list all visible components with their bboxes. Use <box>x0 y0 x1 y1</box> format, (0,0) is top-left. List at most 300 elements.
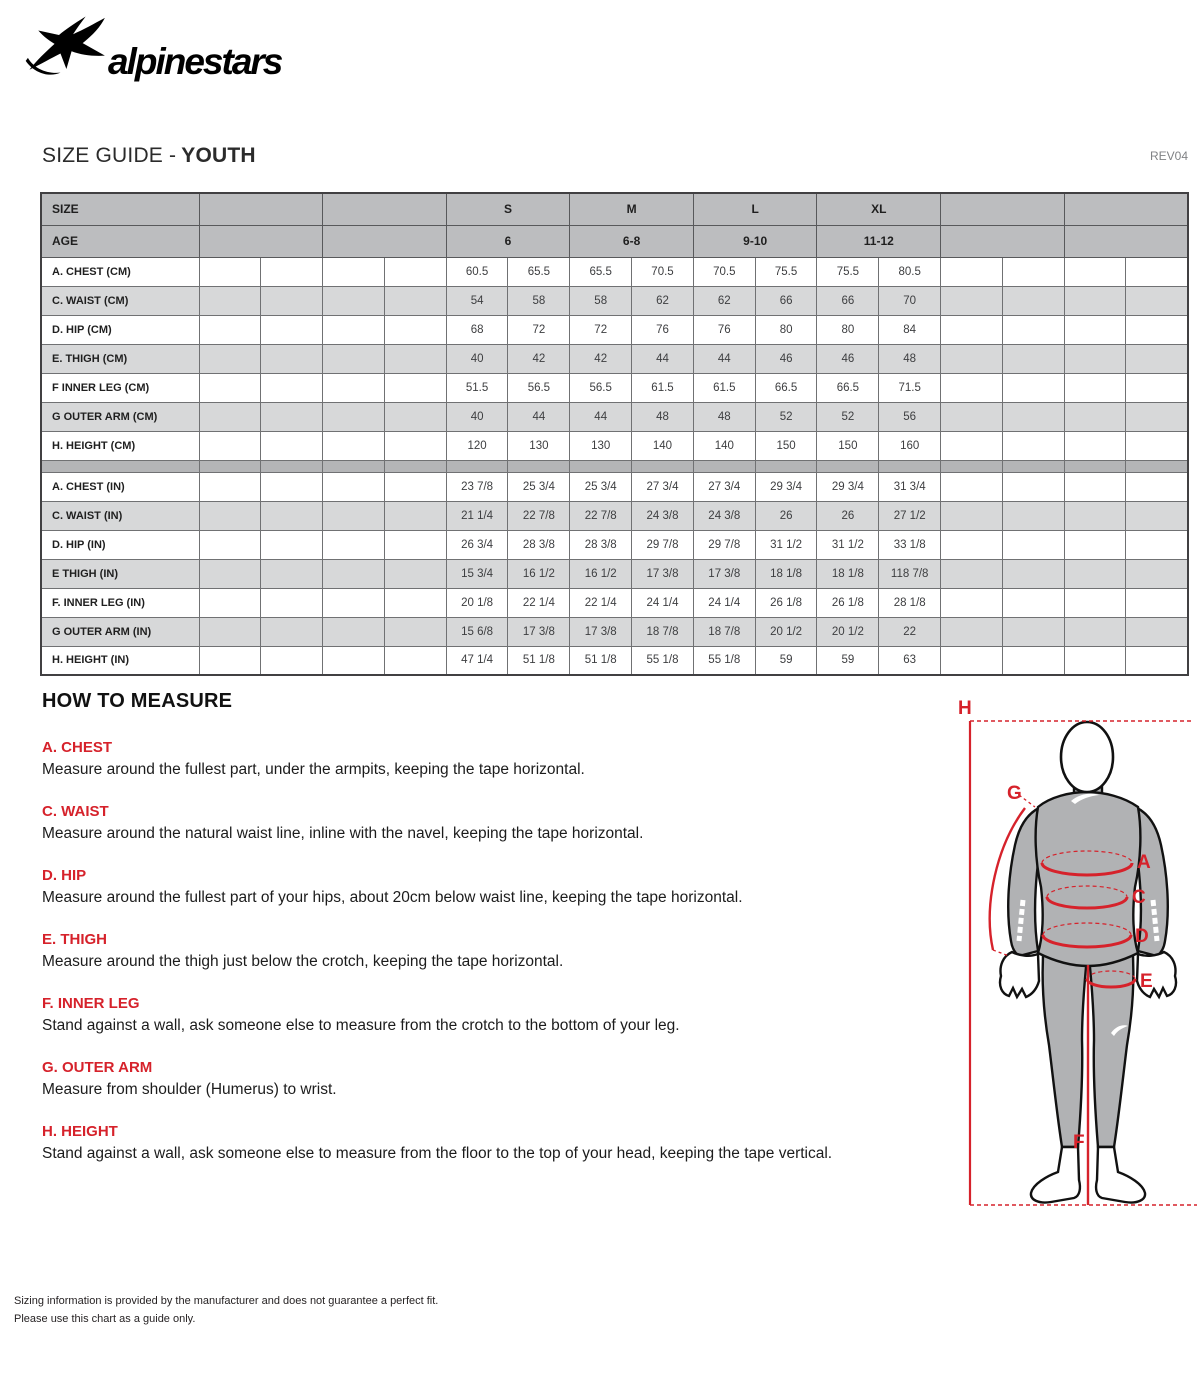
empty-cell <box>323 501 385 530</box>
value-cell: 51.5 <box>446 373 508 402</box>
empty-cell <box>384 257 446 286</box>
empty-cell <box>1126 472 1188 501</box>
how-to-measure-heading: HOW TO MEASURE <box>42 690 233 712</box>
empty-cell <box>941 646 1003 675</box>
value-cell: 18 1/8 <box>755 559 817 588</box>
empty-cell <box>323 373 385 402</box>
empty-cell <box>1064 617 1126 646</box>
value-cell: 27 1/2 <box>879 501 941 530</box>
empty-cell <box>384 501 446 530</box>
title-prefix: SIZE GUIDE - <box>42 144 177 167</box>
value-cell: 80.5 <box>879 257 941 286</box>
value-cell: 17 3/8 <box>693 559 755 588</box>
empty-cell <box>199 286 261 315</box>
empty-cell <box>941 588 1003 617</box>
empty-cell <box>1064 257 1126 286</box>
empty-cell <box>323 559 385 588</box>
empty-cell <box>941 257 1003 286</box>
empty-cell <box>1126 530 1188 559</box>
value-cell: 75.5 <box>817 257 879 286</box>
empty-cell <box>384 559 446 588</box>
empty-cell <box>384 472 446 501</box>
empty-cell <box>1126 588 1188 617</box>
table-row <box>41 530 1188 559</box>
value-cell: 17 3/8 <box>632 559 694 588</box>
value-cell: 29 7/8 <box>632 530 694 559</box>
measure-item-title: G. OUTER ARM <box>42 1059 153 1076</box>
value-cell: 44 <box>693 344 755 373</box>
empty-cell <box>941 472 1003 501</box>
value-cell: 26 <box>755 501 817 530</box>
row-label: C. WAIST (IN) <box>41 501 199 530</box>
empty-cell <box>384 344 446 373</box>
value-cell: 48 <box>632 402 694 431</box>
separator-cell <box>1064 460 1126 472</box>
value-cell: 48 <box>879 344 941 373</box>
empty-cell <box>199 559 261 588</box>
empty-cell <box>1002 431 1064 460</box>
value-cell: 26 1/8 <box>817 588 879 617</box>
empty-cell <box>1064 286 1126 315</box>
value-cell: 66.5 <box>755 373 817 402</box>
value-cell: 25 3/4 <box>508 472 570 501</box>
separator-cell <box>570 460 632 472</box>
size-group-cell <box>1064 193 1188 225</box>
empty-cell <box>323 286 385 315</box>
empty-cell <box>384 373 446 402</box>
value-cell: 61.5 <box>632 373 694 402</box>
table-row <box>41 559 1188 588</box>
value-cell: 28 3/8 <box>570 530 632 559</box>
empty-cell <box>261 315 323 344</box>
empty-cell <box>323 530 385 559</box>
body-diagram <box>935 695 1200 1295</box>
size-group-cell: S <box>446 193 570 225</box>
empty-cell <box>941 530 1003 559</box>
page-title <box>42 144 256 167</box>
row-label: H. HEIGHT (CM) <box>41 431 199 460</box>
empty-cell <box>261 344 323 373</box>
value-cell: 51 1/8 <box>508 646 570 675</box>
empty-cell <box>323 431 385 460</box>
row-label: F INNER LEG (CM) <box>41 373 199 402</box>
size-group-cell <box>941 193 1065 225</box>
value-cell: 66.5 <box>817 373 879 402</box>
separator-cell <box>632 460 694 472</box>
value-cell: 75.5 <box>755 257 817 286</box>
row-label: C. WAIST (CM) <box>41 286 199 315</box>
size-group-cell: 6-8 <box>570 225 694 257</box>
empty-cell <box>941 402 1003 431</box>
value-cell: 66 <box>755 286 817 315</box>
empty-cell <box>1002 501 1064 530</box>
empty-cell <box>1002 344 1064 373</box>
empty-cell <box>1126 286 1188 315</box>
row-label: SIZE <box>41 193 199 225</box>
value-cell: 68 <box>446 315 508 344</box>
separator-cell <box>1126 460 1188 472</box>
row-label: D. HIP (IN) <box>41 530 199 559</box>
empty-cell <box>199 472 261 501</box>
value-cell: 44 <box>570 402 632 431</box>
measurement-label-g: G <box>1007 783 1022 804</box>
empty-cell <box>941 559 1003 588</box>
value-cell: 72 <box>508 315 570 344</box>
empty-cell <box>1126 501 1188 530</box>
logo-wordmark: alpinestars <box>108 41 282 82</box>
value-cell: 24 1/4 <box>632 588 694 617</box>
separator-cell <box>693 460 755 472</box>
measurement-label-d: D <box>1135 926 1149 947</box>
size-group-cell: L <box>693 193 817 225</box>
value-cell: 80 <box>755 315 817 344</box>
measure-item-title: H. HEIGHT <box>42 1123 118 1140</box>
table-row <box>41 402 1188 431</box>
separator-cell <box>199 460 261 472</box>
empty-cell <box>1002 588 1064 617</box>
empty-cell <box>1126 646 1188 675</box>
empty-cell <box>323 402 385 431</box>
empty-cell <box>1126 402 1188 431</box>
value-cell: 27 3/4 <box>632 472 694 501</box>
value-cell: 26 3/4 <box>446 530 508 559</box>
row-label: A. CHEST (CM) <box>41 257 199 286</box>
empty-cell <box>941 617 1003 646</box>
empty-cell <box>199 315 261 344</box>
value-cell: 44 <box>508 402 570 431</box>
empty-cell <box>941 501 1003 530</box>
separator-cell <box>261 460 323 472</box>
empty-cell <box>384 315 446 344</box>
value-cell: 42 <box>508 344 570 373</box>
value-cell: 23 7/8 <box>446 472 508 501</box>
footer-note <box>14 1292 438 1328</box>
empty-cell <box>1002 646 1064 675</box>
empty-cell <box>941 344 1003 373</box>
value-cell: 21 1/4 <box>446 501 508 530</box>
value-cell: 59 <box>817 646 879 675</box>
empty-cell <box>1002 286 1064 315</box>
measure-item-description: Measure around the fullest part of your hips, about 20cm below waist line, keeping the tape horizontal. <box>42 889 743 906</box>
value-cell: 48 <box>693 402 755 431</box>
value-cell: 22 7/8 <box>508 501 570 530</box>
measure-item-title: E. THIGH <box>42 931 108 948</box>
value-cell: 16 1/2 <box>508 559 570 588</box>
value-cell: 22 1/4 <box>508 588 570 617</box>
empty-cell <box>1064 501 1126 530</box>
table-row <box>41 431 1188 460</box>
row-label: A. CHEST (IN) <box>41 472 199 501</box>
value-cell: 70 <box>879 286 941 315</box>
empty-cell <box>384 588 446 617</box>
value-cell: 20 1/8 <box>446 588 508 617</box>
measure-item <box>42 931 942 971</box>
value-cell: 66 <box>817 286 879 315</box>
empty-cell <box>384 646 446 675</box>
title-row <box>42 144 1188 168</box>
empty-cell <box>1002 257 1064 286</box>
value-cell: 29 3/4 <box>817 472 879 501</box>
value-cell: 52 <box>755 402 817 431</box>
value-cell: 52 <box>817 402 879 431</box>
empty-cell <box>323 315 385 344</box>
value-cell: 47 1/4 <box>446 646 508 675</box>
row-label: G OUTER ARM (CM) <box>41 402 199 431</box>
empty-cell <box>1064 472 1126 501</box>
table-row <box>41 617 1188 646</box>
row-label: D. HIP (CM) <box>41 315 199 344</box>
value-cell: 42 <box>570 344 632 373</box>
empty-cell <box>1064 344 1126 373</box>
empty-cell <box>1064 530 1126 559</box>
empty-cell <box>1064 646 1126 675</box>
measure-item <box>42 739 942 779</box>
row-label: E THIGH (IN) <box>41 559 199 588</box>
value-cell: 70.5 <box>693 257 755 286</box>
value-cell: 76 <box>693 315 755 344</box>
value-cell: 62 <box>693 286 755 315</box>
value-cell: 40 <box>446 402 508 431</box>
age-header-row <box>41 225 1188 257</box>
value-cell: 60.5 <box>446 257 508 286</box>
empty-cell <box>1126 315 1188 344</box>
empty-cell <box>384 402 446 431</box>
measure-item-description: Measure around the thigh just below the crotch, keeping the tape horizontal. <box>42 953 564 970</box>
size-group-cell: XL <box>817 193 941 225</box>
value-cell: 62 <box>632 286 694 315</box>
empty-cell <box>199 402 261 431</box>
measure-item <box>42 867 942 907</box>
value-cell: 24 3/8 <box>693 501 755 530</box>
size-header-row <box>41 193 1188 225</box>
measure-item-description: Measure around the natural waist line, inline with the navel, keeping the tape horizontal. <box>42 825 644 842</box>
separator-cell <box>817 460 879 472</box>
value-cell: 40 <box>446 344 508 373</box>
measurement-label-a: A <box>1137 852 1151 873</box>
separator-cell <box>755 460 817 472</box>
separator-cell <box>879 460 941 472</box>
value-cell: 63 <box>879 646 941 675</box>
measure-item-description: Stand against a wall, ask someone else to measure from the crotch to the bottom of your leg. <box>42 1017 680 1034</box>
value-cell: 58 <box>570 286 632 315</box>
value-cell: 51 1/8 <box>570 646 632 675</box>
value-cell: 130 <box>570 431 632 460</box>
value-cell: 15 6/8 <box>446 617 508 646</box>
section-separator-row <box>41 460 1188 472</box>
footer-note-line2: Please use this chart as a guide only. <box>14 1313 196 1325</box>
empty-cell <box>323 472 385 501</box>
value-cell: 46 <box>755 344 817 373</box>
empty-cell <box>1126 431 1188 460</box>
value-cell: 80 <box>817 315 879 344</box>
value-cell: 28 1/8 <box>879 588 941 617</box>
empty-cell <box>1064 588 1126 617</box>
value-cell: 24 3/8 <box>632 501 694 530</box>
empty-cell <box>199 431 261 460</box>
empty-cell <box>261 617 323 646</box>
empty-cell <box>941 431 1003 460</box>
value-cell: 26 <box>817 501 879 530</box>
row-label: F. INNER LEG (IN) <box>41 588 199 617</box>
value-cell: 130 <box>508 431 570 460</box>
value-cell: 18 7/8 <box>693 617 755 646</box>
empty-cell <box>1002 559 1064 588</box>
value-cell: 26 1/8 <box>755 588 817 617</box>
measurement-label-f: F <box>1073 1132 1085 1153</box>
empty-cell <box>261 472 323 501</box>
value-cell: 15 3/4 <box>446 559 508 588</box>
table-row <box>41 472 1188 501</box>
value-cell: 29 7/8 <box>693 530 755 559</box>
value-cell: 76 <box>632 315 694 344</box>
empty-cell <box>199 646 261 675</box>
value-cell: 22 7/8 <box>570 501 632 530</box>
table-row <box>41 646 1188 675</box>
value-cell: 20 1/2 <box>755 617 817 646</box>
separator-cell <box>446 460 508 472</box>
value-cell: 160 <box>879 431 941 460</box>
separator-cell <box>323 460 385 472</box>
value-cell: 44 <box>632 344 694 373</box>
table-row <box>41 257 1188 286</box>
empty-cell <box>1064 431 1126 460</box>
empty-cell <box>323 617 385 646</box>
title-bold: YOUTH <box>181 144 256 167</box>
table-row <box>41 501 1188 530</box>
empty-cell <box>1002 472 1064 501</box>
empty-cell <box>199 373 261 402</box>
measure-item-description: Measure from shoulder (Humerus) to wrist. <box>42 1081 337 1098</box>
measure-item-description: Measure around the fullest part, under the armpits, keeping the tape horizontal. <box>42 761 585 778</box>
empty-cell <box>1002 530 1064 559</box>
empty-cell <box>1002 315 1064 344</box>
empty-cell <box>323 646 385 675</box>
empty-cell <box>261 530 323 559</box>
value-cell: 27 3/4 <box>693 472 755 501</box>
separator-cell <box>41 460 199 472</box>
row-label: H. HEIGHT (IN) <box>41 646 199 675</box>
revision-label: REV04 <box>1149 149 1188 163</box>
value-cell: 18 7/8 <box>632 617 694 646</box>
size-group-cell <box>323 193 447 225</box>
empty-cell <box>261 501 323 530</box>
value-cell: 25 3/4 <box>570 472 632 501</box>
empty-cell <box>323 257 385 286</box>
value-cell: 58 <box>508 286 570 315</box>
empty-cell <box>261 646 323 675</box>
separator-cell <box>941 460 1003 472</box>
measure-item <box>42 803 942 843</box>
separator-cell <box>508 460 570 472</box>
value-cell: 55 1/8 <box>693 646 755 675</box>
size-group-cell <box>323 225 447 257</box>
value-cell: 55 1/8 <box>632 646 694 675</box>
empty-cell <box>261 588 323 617</box>
row-label: E. THIGH (CM) <box>41 344 199 373</box>
value-cell: 56 <box>879 402 941 431</box>
value-cell: 140 <box>632 431 694 460</box>
empty-cell <box>261 373 323 402</box>
alpinestars-logo <box>22 10 307 100</box>
measurement-label-e: E <box>1140 971 1153 992</box>
value-cell: 31 1/2 <box>755 530 817 559</box>
empty-cell <box>1064 559 1126 588</box>
size-group-cell: 9-10 <box>693 225 817 257</box>
value-cell: 28 3/8 <box>508 530 570 559</box>
value-cell: 140 <box>693 431 755 460</box>
value-cell: 72 <box>570 315 632 344</box>
measure-item-title: C. WAIST <box>42 803 109 820</box>
value-cell: 150 <box>817 431 879 460</box>
size-group-cell: 11-12 <box>817 225 941 257</box>
value-cell: 29 3/4 <box>755 472 817 501</box>
how-to-measure-section <box>42 690 942 1187</box>
empty-cell <box>384 286 446 315</box>
measure-item <box>42 995 942 1035</box>
value-cell: 31 1/2 <box>817 530 879 559</box>
separator-cell <box>384 460 446 472</box>
size-group-cell <box>941 225 1065 257</box>
value-cell: 31 3/4 <box>879 472 941 501</box>
empty-cell <box>261 286 323 315</box>
size-group-cell <box>1064 225 1188 257</box>
value-cell: 118 7/8 <box>879 559 941 588</box>
empty-cell <box>1126 617 1188 646</box>
value-cell: 59 <box>755 646 817 675</box>
measure-item-title: A. CHEST <box>42 739 113 756</box>
empty-cell <box>261 559 323 588</box>
value-cell: 65.5 <box>508 257 570 286</box>
empty-cell <box>199 344 261 373</box>
footer-note-line1: Sizing information is provided by the manufacturer and does not guarantee a perfect fit. <box>14 1295 439 1307</box>
empty-cell <box>384 617 446 646</box>
empty-cell <box>1126 344 1188 373</box>
size-group-cell <box>199 193 323 225</box>
empty-cell <box>941 315 1003 344</box>
empty-cell <box>1126 373 1188 402</box>
size-table <box>40 192 1189 676</box>
value-cell: 56.5 <box>508 373 570 402</box>
empty-cell <box>323 588 385 617</box>
size-group-cell: 6 <box>446 225 570 257</box>
empty-cell <box>261 402 323 431</box>
value-cell: 18 1/8 <box>817 559 879 588</box>
empty-cell <box>1002 373 1064 402</box>
value-cell: 71.5 <box>879 373 941 402</box>
empty-cell <box>199 501 261 530</box>
table-row <box>41 373 1188 402</box>
empty-cell <box>384 431 446 460</box>
empty-cell <box>323 344 385 373</box>
table-row <box>41 588 1188 617</box>
empty-cell <box>1002 402 1064 431</box>
table-row <box>41 344 1188 373</box>
measure-item-title: D. HIP <box>42 867 87 884</box>
separator-cell <box>1002 460 1064 472</box>
value-cell: 16 1/2 <box>570 559 632 588</box>
value-cell: 70.5 <box>632 257 694 286</box>
empty-cell <box>199 617 261 646</box>
row-label: G OUTER ARM (IN) <box>41 617 199 646</box>
empty-cell <box>1064 373 1126 402</box>
value-cell: 54 <box>446 286 508 315</box>
measure-item-description: Stand against a wall, ask someone else to measure from the floor to the top of your head, keeping the tape vertical. <box>42 1145 833 1162</box>
measurement-label-h: H <box>958 698 972 719</box>
value-cell: 120 <box>446 431 508 460</box>
empty-cell <box>1064 402 1126 431</box>
logo-star-icon <box>26 16 105 74</box>
measure-item <box>42 1059 942 1099</box>
